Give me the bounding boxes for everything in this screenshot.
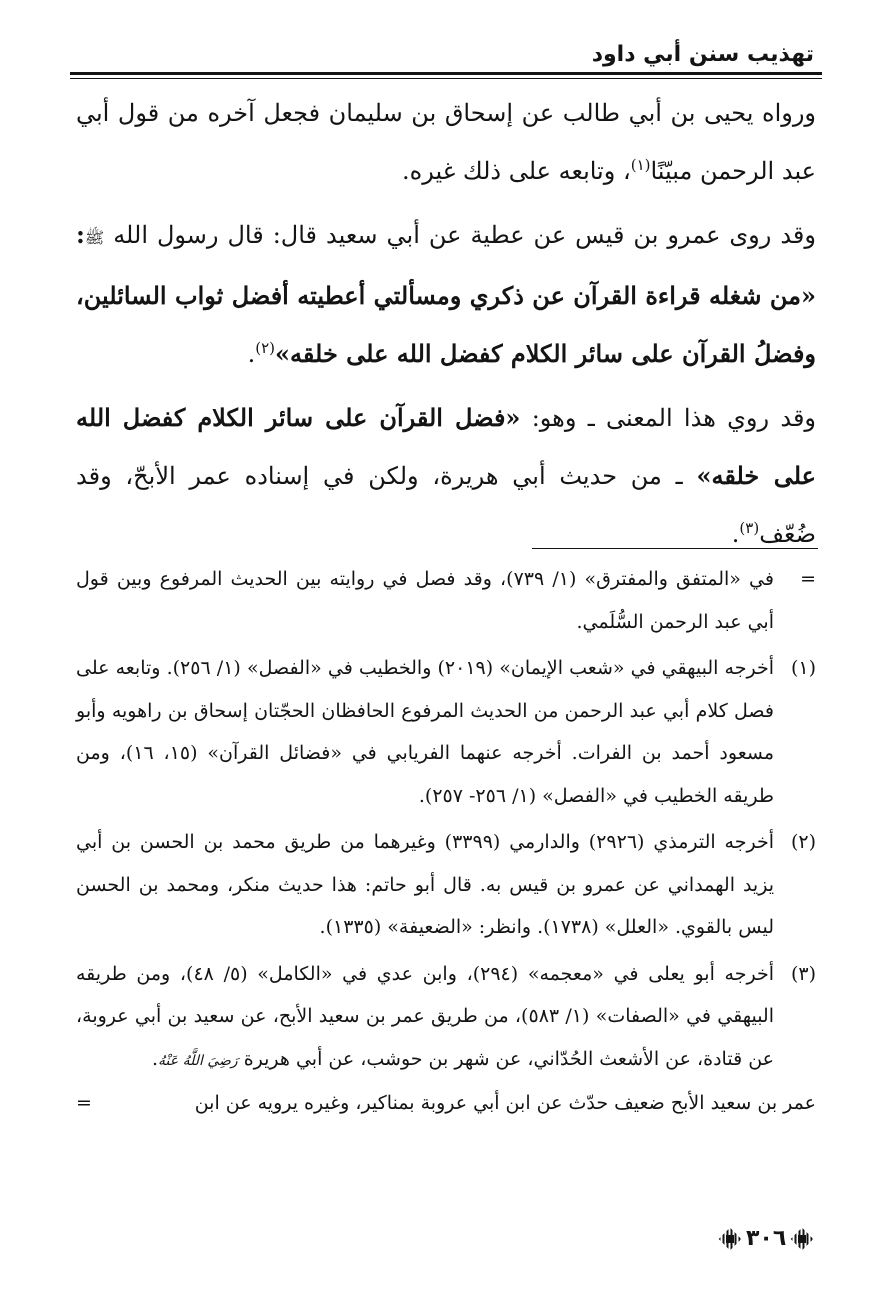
paragraph-3-end: . bbox=[731, 520, 740, 548]
footnote-ref-2: (٢) bbox=[255, 339, 276, 357]
footnote-3-text-wrap bbox=[76, 953, 774, 1083]
hadith-quote-2: «فضل القرآن على سائر الكلام كفضل الله على خلقه» bbox=[76, 403, 816, 490]
hadith-quote-1: : «من شغله قراءة القرآن عن ذكري ومسألتي أعطيته أفضل ثواب السائلين، وفضلُ القرآن على سائر الكلام كفضل الله على خلقه» bbox=[76, 220, 816, 368]
footnote-2-text: أخرجه الترمذي (٢٩٢٦) والدارمي (٣٣٩٩) وغيرهما من طريق محمد بن الحسن بن أبي يزيد الهمداني عن عمرو بن قيس به. قال أبو حاتم: هذا حديث منكر، ومحمد بن الحسن ليس بالقوي. «العلل» (١٧٣٨). وانظر: «الضعيفة» (١٣٣٥). bbox=[76, 831, 774, 938]
page-number-block bbox=[714, 1226, 818, 1251]
footnote-tail bbox=[76, 1082, 816, 1125]
footnote-3-end: . bbox=[152, 1047, 159, 1070]
footnote-separator bbox=[532, 548, 818, 549]
footnote-3 bbox=[76, 953, 816, 1083]
paragraph-2-end: . bbox=[247, 340, 256, 368]
ornament-icon bbox=[791, 1228, 813, 1250]
footnote-1 bbox=[76, 647, 816, 817]
paragraph-3-text-2: ـ من حديث أبي هريرة، ولكن في إسناده عمر الأبحّ، وقد ضُعّف bbox=[76, 462, 816, 548]
footnote-continuation bbox=[76, 558, 816, 643]
paragraph-2 bbox=[76, 206, 816, 383]
footnote-3-text: أخرجه أبو يعلى في «معجمه» (٢٩٤)، وابن عدي في «الكامل» (٥/ ٤٨)، ومن طريقه البيهقي في «الصفات» (١/ ٥٨٣)، من طريق عمر بن سعيد الأبح، عن سعيد بن أبي عروبة، عن قتادة، عن الأشعث الحُدّاني، عن شهر بن حوشب، عن أبي هريرة bbox=[76, 962, 774, 1070]
continuation-marker: = bbox=[800, 568, 816, 590]
footnote-tail-text: عمر بن سعيد الأبح ضعيف حدّث عن ابن أبي عروبة بمناكير، وغيره يرويه عن ابن bbox=[194, 1092, 816, 1114]
footnote-ref-3: (٣) bbox=[739, 519, 760, 537]
running-header-title: تهذيب سنن أبي داود bbox=[591, 42, 814, 67]
paragraph-1-end: ، وتابعه على ذلك غيره. bbox=[402, 157, 631, 185]
footnotes bbox=[76, 558, 816, 1125]
paragraph-3-text: وقد روي هذا المعنى ـ وهو: bbox=[520, 404, 817, 432]
footnote-1-number: (١) bbox=[790, 657, 816, 679]
paragraph-3 bbox=[76, 389, 816, 563]
paragraph-2-text: وقد روى عمرو بن قيس عن عطية عن أبي سعيد قال: قال رسول الله bbox=[113, 221, 816, 249]
ornament-icon bbox=[719, 1228, 741, 1250]
footnote-continuation-text: في «المتفق والمفترق» (١/ ٧٣٩)، وقد فصل في روايته بين الحديث المرفوع وبين قول أبي عبد الرحمن السُّلَمي. bbox=[76, 568, 774, 633]
page-number: ٣٠٦ bbox=[746, 1226, 787, 1251]
footnote-2 bbox=[76, 821, 816, 949]
footnote-ref-1: (١) bbox=[630, 156, 651, 174]
continues-marker: = bbox=[76, 1092, 92, 1114]
paragraph-1-text: ورواه يحيى بن أبي طالب عن إسحاق بن سليمان فجعل آخره من قول أبي عبد الرحمن مبيّنًا bbox=[76, 99, 816, 185]
honorific-glyph: رَضِيَ اللَّهُ عَنْهُ bbox=[158, 1052, 238, 1069]
footnote-2-number: (٢) bbox=[790, 831, 816, 853]
footnote-1-text: أخرجه البيهقي في «شعب الإيمان» (٢٠١٩) والخطيب في «الفصل» (١/ ٢٥٦). وتابعه على فصل كلام أبي عبد الرحمن من الحديث المرفوع الحافظان الحجّتان إسحاق بن راهويه وأبو مسعود أحمد بن الفرات. أخرجه عنهما الفريابي في «فضائل القرآن» (١٥، ١٦)، ومن طريقه الخطيب في «الفصل» (١/ ٢٥٦- ٢٥٧). bbox=[76, 657, 774, 807]
footnote-3-number: (٣) bbox=[790, 962, 816, 985]
main-text bbox=[76, 84, 816, 567]
header-rule-thick bbox=[70, 72, 822, 75]
paragraph-1 bbox=[76, 84, 816, 200]
salawat-glyph: ﷺ bbox=[84, 228, 105, 247]
header-rule-thin bbox=[70, 78, 822, 79]
